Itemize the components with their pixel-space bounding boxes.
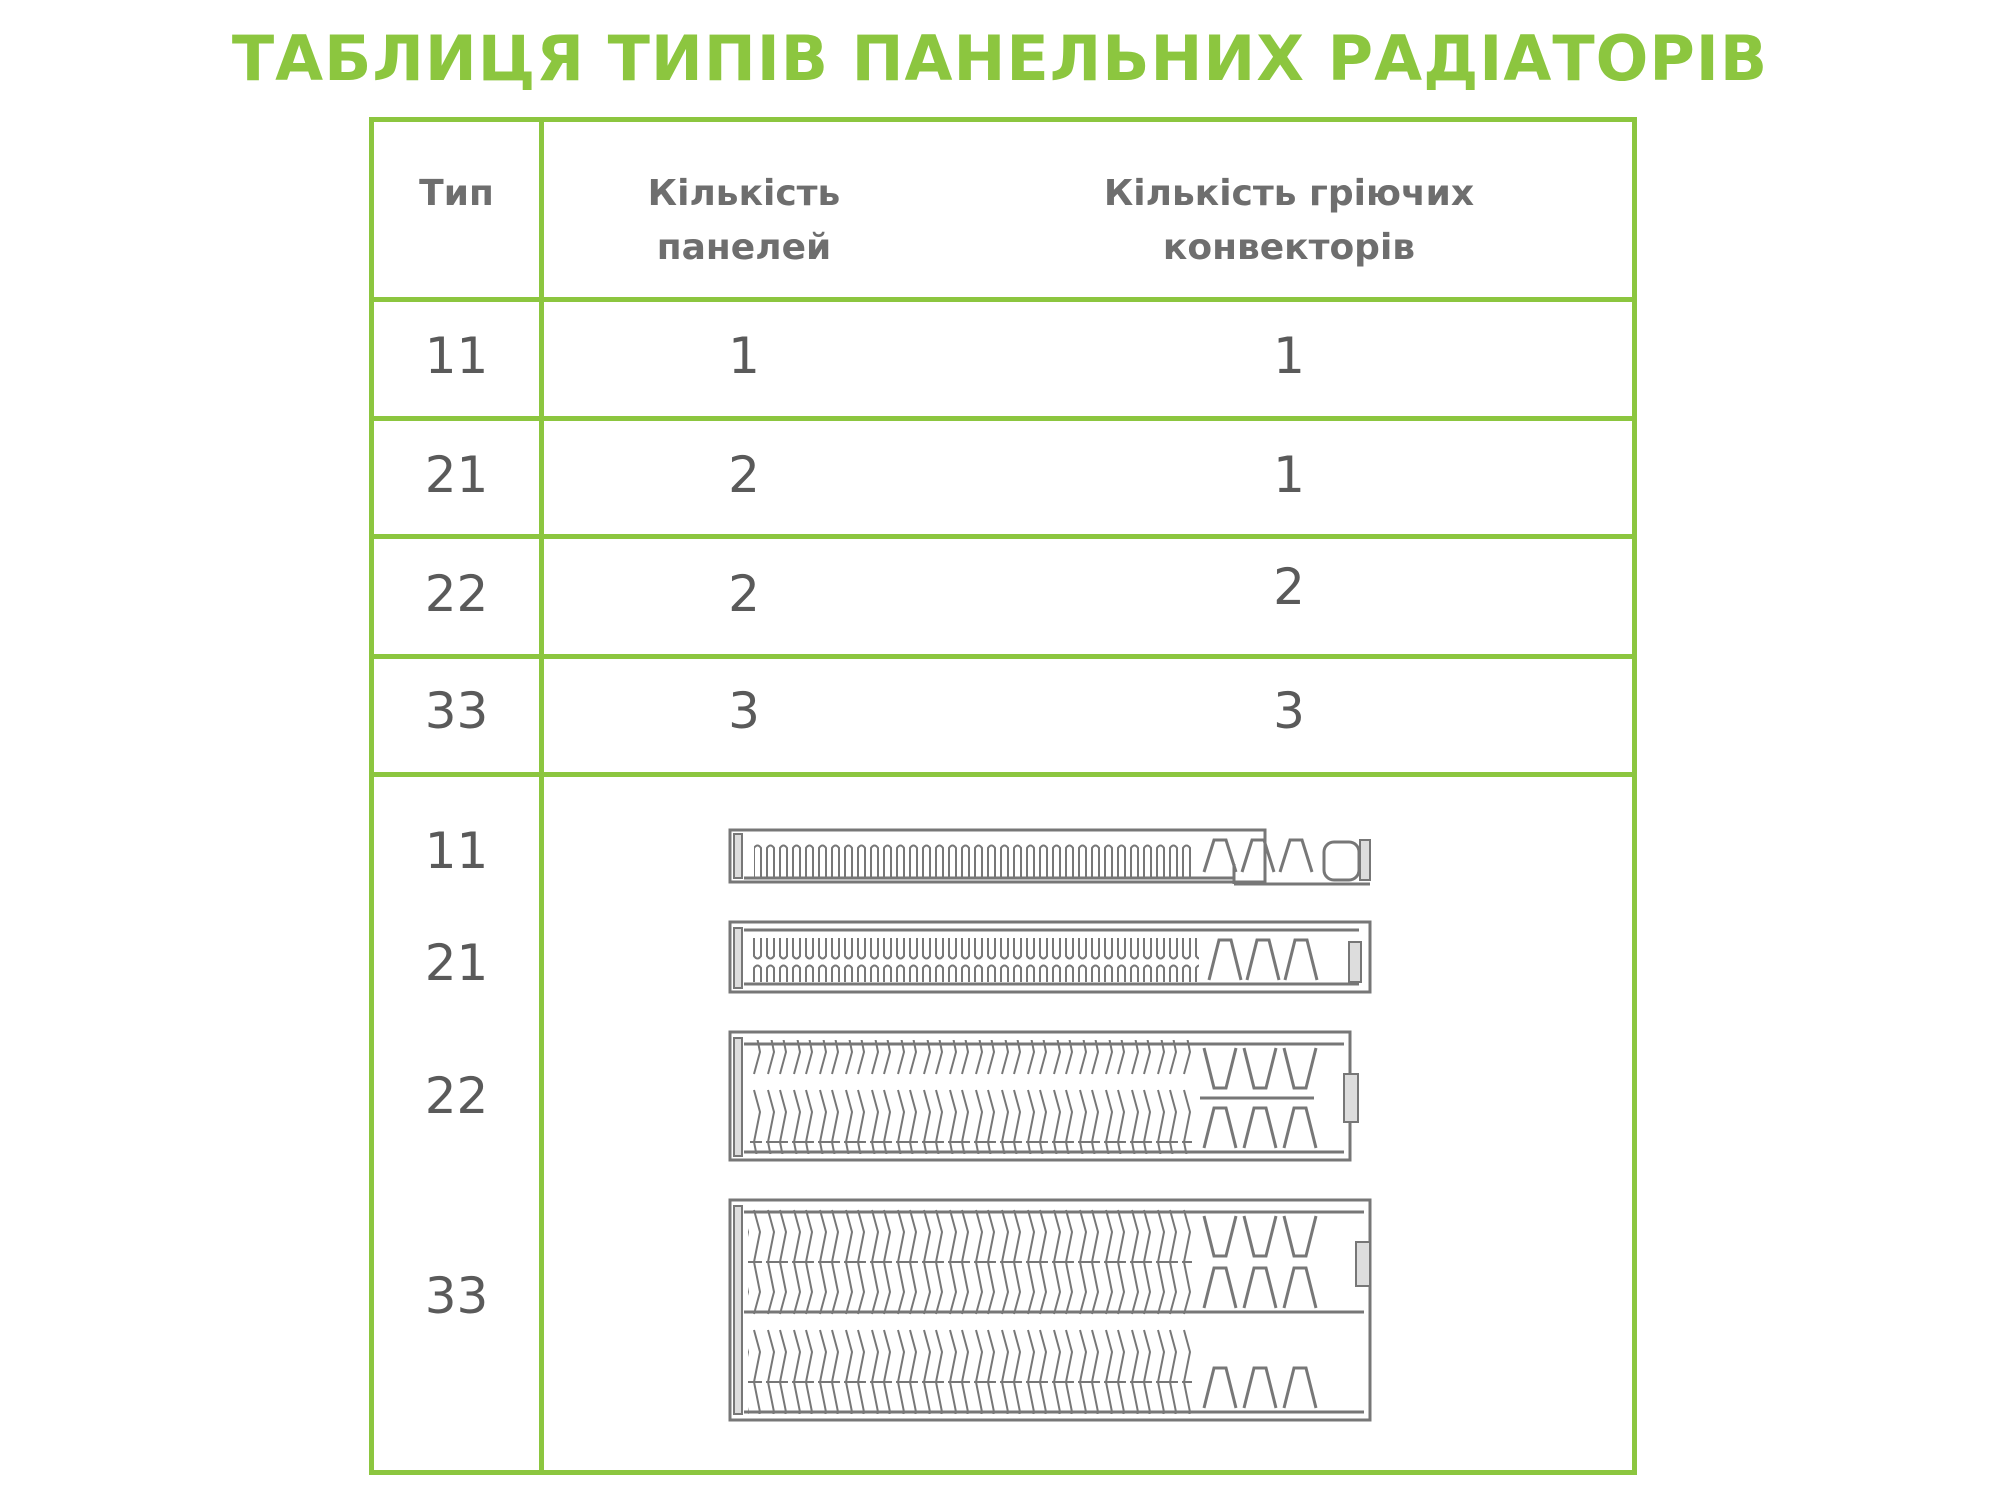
- header-panels-line2: панелей: [656, 227, 832, 268]
- diagram-label-33: 33: [424, 1267, 489, 1325]
- diagram-label-22: 22: [424, 1067, 489, 1125]
- row-panels: 1: [728, 327, 760, 385]
- page-title: ТАБЛИЦЯ ТИПІВ ПАНЕЛЬНИХ РАДІАТОРІВ: [231, 22, 1769, 95]
- radiator-diagram-type-22: [730, 1032, 1358, 1160]
- row-type: 11: [424, 327, 489, 385]
- header-panels-line1: Кількість: [647, 173, 841, 214]
- row-type: 21: [424, 446, 489, 504]
- row-convectors: 1: [1273, 327, 1305, 385]
- row-panels: 3: [728, 682, 760, 740]
- header-type: Тип: [419, 173, 494, 214]
- radiator-diagram-type-11: [730, 830, 1370, 884]
- row-panels: 2: [728, 565, 760, 623]
- row-convectors: 3: [1273, 682, 1305, 740]
- radiator-cross-section-diagrams: [374, 122, 1632, 1470]
- row-panels: 2: [728, 446, 760, 504]
- row-type: 33: [424, 682, 489, 740]
- radiator-types-table: [369, 117, 1637, 1475]
- header-convectors-line2: конвекторів: [1162, 227, 1416, 268]
- row-convectors: 2: [1273, 558, 1305, 616]
- diagram-label-11: 11: [424, 822, 489, 880]
- row-convectors: 1: [1273, 446, 1305, 504]
- header-convectors-line1: Кількість гріючих: [1103, 173, 1475, 214]
- radiator-diagram-type-33: [730, 1200, 1370, 1420]
- radiator-diagram-type-21: [730, 922, 1370, 992]
- diagram-label-21: 21: [424, 934, 489, 992]
- row-type: 22: [424, 565, 489, 623]
